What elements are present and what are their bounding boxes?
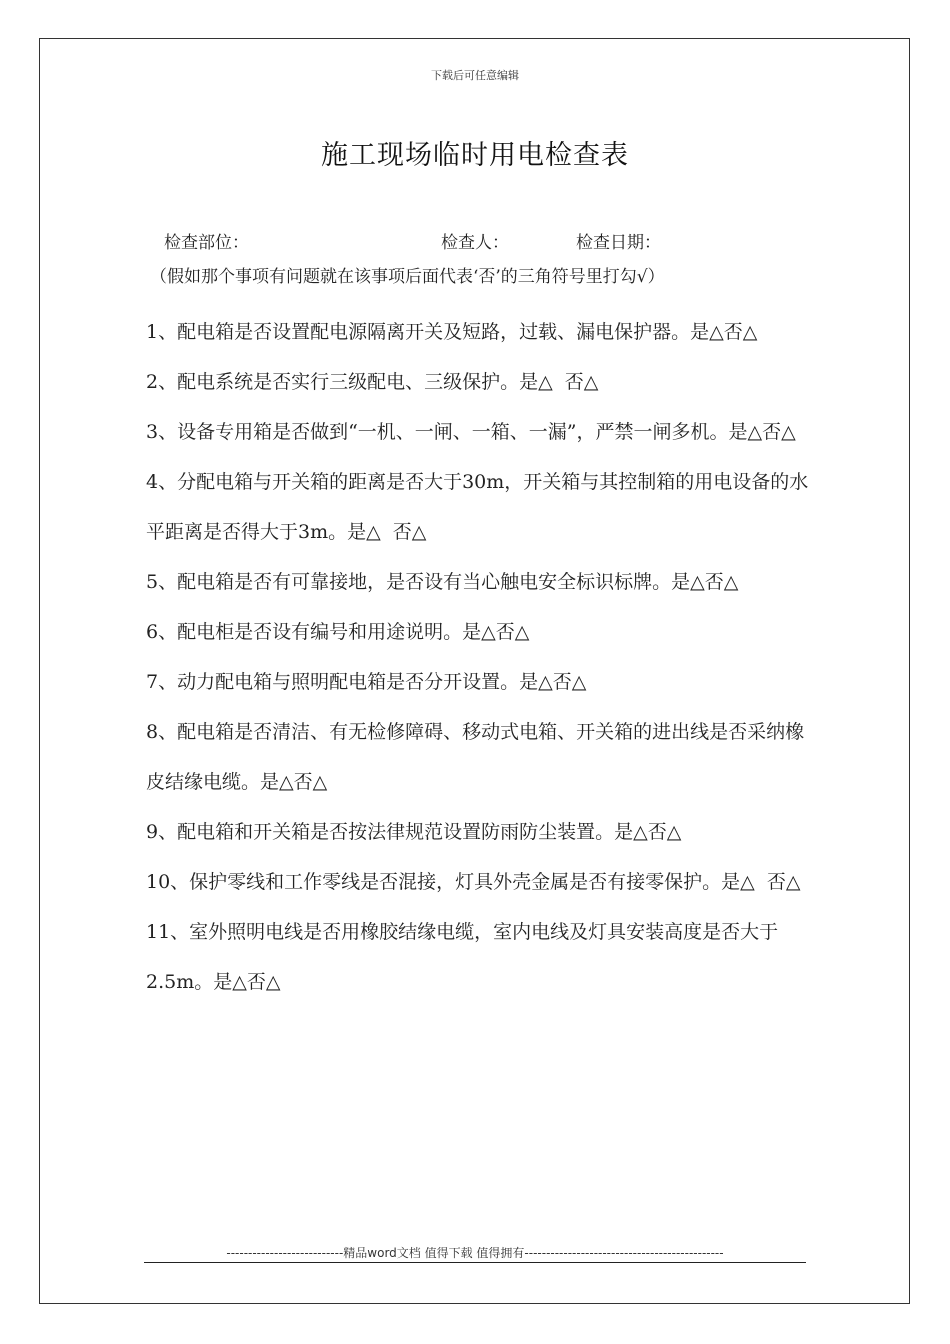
checklist-item-7: 7、动力配电箱与照明配电箱是否分开设置。是△否△ <box>146 671 587 693</box>
checklist-item-1: 1、配电箱是否设置配电源隔离开关及短路，过载、漏电保护器。是△否△ <box>146 321 758 343</box>
checklist-item-10: 10、保护零线和工作零线是否混接，灯具外壳金属是否有接零保护。是△ 否△ <box>146 871 801 893</box>
checklist-item-11: 11、室外照明电线是否用橡胶结缘电缆，室内电线及灯具安装高度是否大于2.5m。是△否△ <box>146 921 779 993</box>
checklist-item-4: 4、分配电箱与开关箱的距离是否大于30m，开关箱与其控制箱的用电设备的水平距离是否得大于3m。是△ 否△ <box>146 471 809 543</box>
document-title: 施工现场临时用电检查表 <box>321 140 629 171</box>
checklist-item-9: 9、配电箱和开关箱是否按法律规范设置防雨防尘装置。是△否△ <box>146 821 682 843</box>
checklist-item-8: 8、配电箱是否清洁、有无检修障碍、移动式电箱、开关箱的进出线是否采纳橡皮结缘电缆。是△否△ <box>146 721 805 793</box>
checklist-item-3: 3、设备专用箱是否做到“一机、一闸、一箱、一漏”，严禁一闸多机。是△否△ <box>146 421 796 443</box>
footer-rule <box>144 1262 806 1263</box>
checklist-item-2: 2、配电系统是否实行三级配电、三级保护。是△ 否△ <box>146 371 599 393</box>
checklist-item-5: 5、配电箱是否有可靠接地，是否设有当心触电安全标识标牌。是△否△ <box>146 571 739 593</box>
footer-text: ---------------------------精品word文档 值得下载 值得拥有---------------------------------------------- <box>226 1246 724 1260</box>
checklist <box>146 307 816 1007</box>
inspector-label: 检查人： <box>441 233 509 253</box>
location-label: 检查部位： <box>164 233 249 253</box>
header-note: 下载后可任意编辑 <box>431 69 519 82</box>
date-label: 检查日期： <box>576 233 661 253</box>
instruction-note: （假如那个事项有问题就在该事项后面代表‘否’的三角符号里打勾√） <box>150 267 665 287</box>
checklist-item-6: 6、配电柜是否设有编号和用途说明。是△否△ <box>146 621 530 643</box>
